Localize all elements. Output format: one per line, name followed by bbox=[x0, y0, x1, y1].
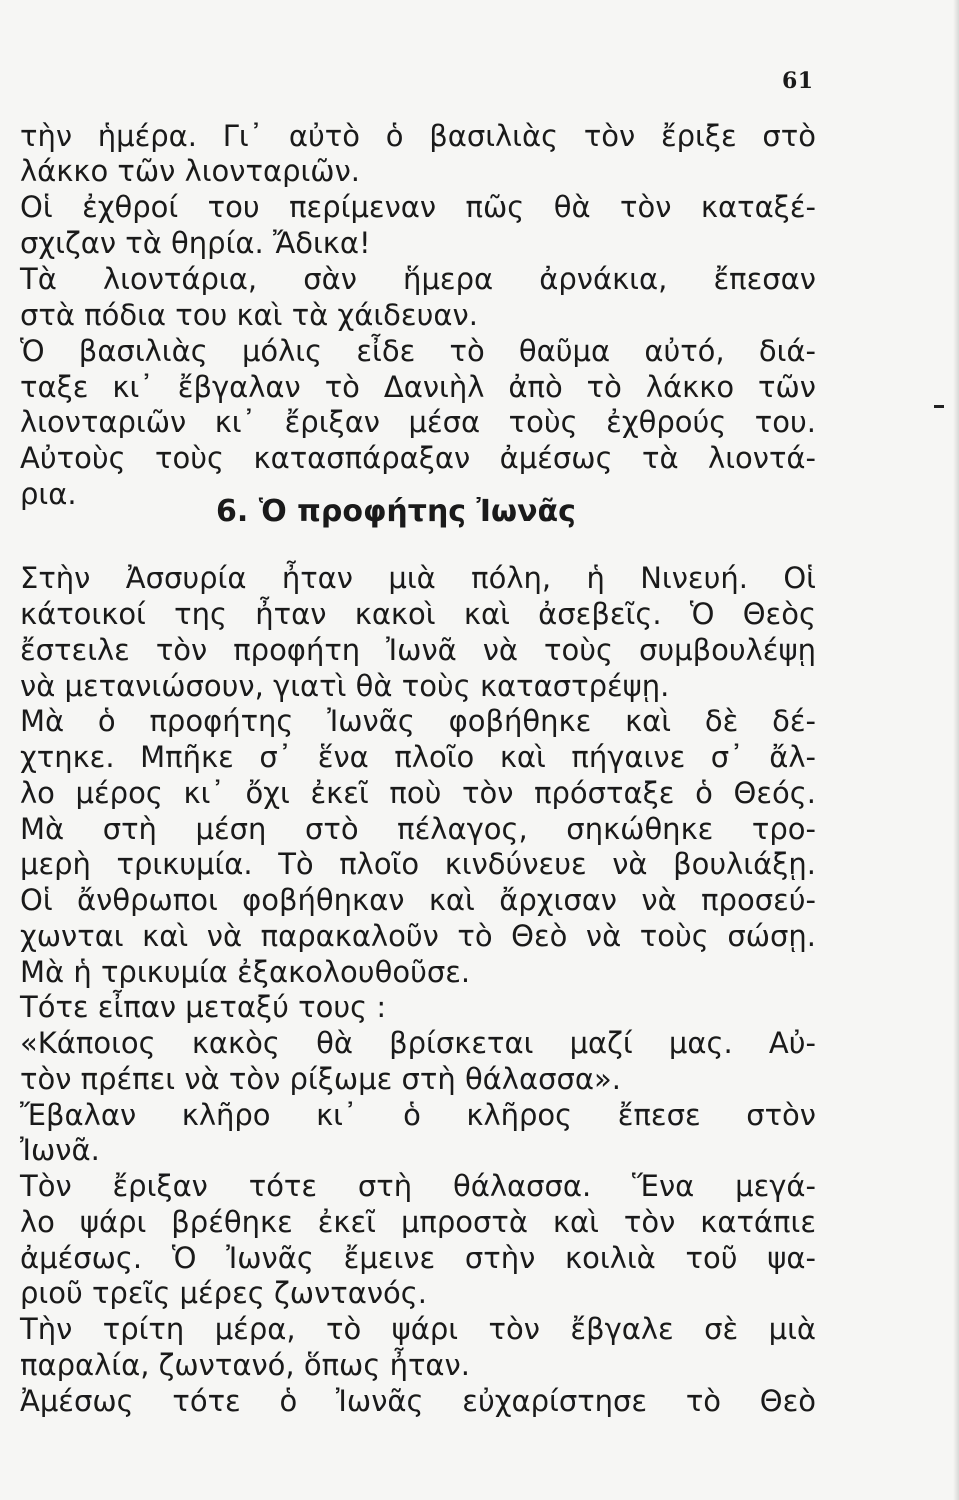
text-line: ριοῦ τρεῖς μέρες ζωντανός. bbox=[20, 1276, 428, 1310]
text-line: στὰ πόδια του καὶ τὰ χάιδευαν. bbox=[20, 298, 478, 332]
margin-mark bbox=[934, 405, 944, 408]
text-line: Τὸν ἔριξαν τότε στὴ θάλασσα. Ἕνα μεγά- bbox=[20, 1169, 816, 1203]
text-line: χωνται καὶ νὰ παρακαλοῦν τὸ Θεὸ νὰ τοὺς σώσῃ. bbox=[20, 919, 816, 953]
text-line: λιονταριῶν κι᾽ ἔριξαν μέσα τοὺς ἐχθρούς του. bbox=[20, 405, 816, 439]
text-line: μερὴ τρικυμία. Τὸ πλοῖο κινδύνευε νὰ βουλιάξῃ. bbox=[20, 847, 816, 881]
text-line: Τότε εἶπαν μεταξύ τους : bbox=[20, 990, 387, 1024]
text-line: κάτοικοί της ἦταν κακοὶ καὶ ἀσεβεῖς. Ὁ Θεὸς bbox=[20, 597, 816, 631]
text-line: Μὰ στὴ μέση στὸ πέλαγος, σηκώθηκε τρο- bbox=[20, 812, 816, 846]
text-line: Ἰωνᾶ. bbox=[20, 1133, 100, 1167]
text-line: παραλία, ζωντανό, ὅπως ἦταν. bbox=[20, 1348, 470, 1382]
text-line: Ἔβαλαν κλῆρο κι᾽ ὁ κλῆρος ἔπεσε στὸν bbox=[20, 1098, 816, 1132]
text-line: χτηκε. Μπῆκε σ᾽ ἕνα πλοῖο καὶ πήγαινε σ᾽ ἄλ- bbox=[20, 740, 816, 774]
text-line: Τὴν τρίτη μέρα, τὸ ψάρι τὸν ἔβγαλε σὲ μιὰ bbox=[20, 1312, 816, 1346]
text-line: τὴν ἡμέρα. Γι᾽ αὐτὸ ὁ βασιλιὰς τὸν ἔριξε στὸ bbox=[20, 119, 816, 153]
text-line: Μὰ ἡ τρικυμία ἐξακολουθοῦσε. bbox=[20, 955, 471, 989]
text-line: ταξε κι᾽ ἔβγαλαν τὸ Δανιὴλ ἀπὸ τὸ λάκκο τῶν bbox=[20, 370, 816, 404]
text-line: νὰ μετανιώσουν, γιατὶ θὰ τοὺς καταστρέψῃ. bbox=[20, 669, 670, 703]
page-number: 61 bbox=[782, 68, 814, 94]
text-line: Στὴν Ἀσσυρία ἦταν μιὰ πόλη, ἡ Νινευή. Οἱ bbox=[20, 561, 816, 595]
text-line: λο ψάρι βρέθηκε ἐκεῖ μπροστὰ καὶ τὸν κατάπιε bbox=[20, 1205, 816, 1239]
text-line: Οἱ ἐχθροί του περίμεναν πῶς θὰ τὸν καταξέ- bbox=[20, 190, 816, 224]
text-line: ἔστειλε τὸν προφήτη Ἰωνᾶ νὰ τοὺς συμβουλέψῃ bbox=[20, 633, 816, 667]
text-line: Μὰ ὁ προφήτης Ἰωνᾶς φοβήθηκε καὶ δὲ δέ- bbox=[20, 704, 816, 738]
text-line: Αὐτοὺς τοὺς κατασπάραξαν ἀμέσως τὰ λιοντά- bbox=[20, 441, 816, 475]
text-line: σχιζαν τὰ θηρία. Ἄδικα! bbox=[20, 226, 371, 260]
text-line: Τὰ λιοντάρια, σὰν ἥμερα ἀρνάκια, ἔπεσαν bbox=[20, 262, 816, 296]
text-line: Ἀμέσως τότε ὁ Ἰωνᾶς εὐχαρίστησε τὸ Θεὸ bbox=[20, 1384, 816, 1418]
text-line: ρια. bbox=[20, 477, 77, 511]
text-line: Ὁ βασιλιὰς μόλις εἶδε τὸ θαῦμα αὐτό, διά- bbox=[20, 334, 816, 368]
text-line: λάκκο τῶν λιονταριῶν. bbox=[20, 154, 360, 188]
scan-edge-shadow bbox=[953, 0, 959, 1500]
text-line: τὸν πρέπει νὰ τὸν ρίξωμε στὴ θάλασσα». bbox=[20, 1062, 621, 1096]
text-line: «Κάποιος κακὸς θὰ βρίσκεται μαζί μας. Αὐ- bbox=[20, 1026, 816, 1060]
text-line: Οἱ ἄνθρωποι φοβήθηκαν καὶ ἄρχισαν νὰ προσεύ- bbox=[20, 883, 816, 917]
section-heading: 6. Ὁ προφήτης Ἰωνᾶς bbox=[216, 494, 576, 529]
text-line: ἀμέσως. Ὁ Ἰωνᾶς ἔμεινε στὴν κοιλιὰ τοῦ ψα- bbox=[20, 1241, 816, 1275]
text-line: λο μέρος κι᾽ ὄχι ἐκεῖ ποὺ τὸν πρόσταξε ὁ Θεός. bbox=[20, 776, 816, 810]
